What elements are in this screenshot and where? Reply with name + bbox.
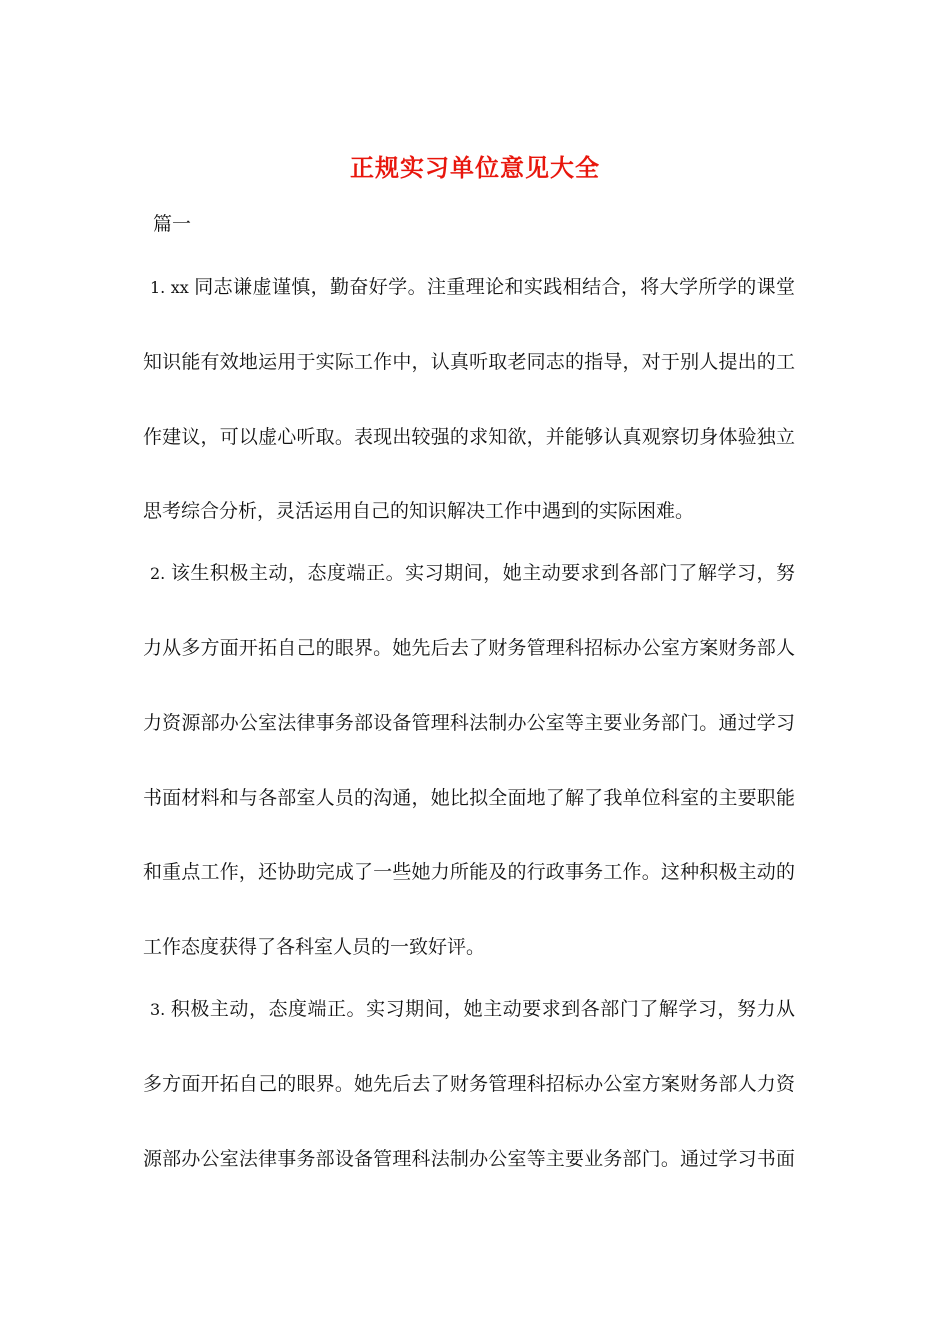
item-number: 2.: [150, 564, 171, 583]
paragraph-line: 3. 积极主动，态度端正。实习期间，她主动要求到各部门了解学习，努力从: [150, 998, 795, 1020]
paragraph-line: 多方面开拓自己的眼界。她先后去了财务管理科招标办公室方案财务部人力资: [143, 1073, 795, 1095]
item-number: 3.: [150, 1000, 171, 1019]
paragraph-line: 力从多方面开拓自己的眼界。她先后去了财务管理科招标办公室方案财务部人: [143, 637, 795, 659]
paragraph-line: 作建议，可以虚心听取。表现出较强的求知欲，并能够认真观察切身体验独立: [143, 426, 795, 448]
paragraph-line: 知识能有效地运用于实际工作中，认真听取老同志的指导，对于别人提出的工: [143, 351, 795, 373]
paragraph-line: 力资源部办公室法律事务部设备管理科法制办公室等主要业务部门。通过学习: [143, 712, 795, 734]
paragraph-line: 1. xx 同志谦虚谨慎，勤奋好学。注重理论和实践相结合，将大学所学的课堂: [150, 276, 795, 298]
paragraph-line: 和重点工作，还协助完成了一些她力所能及的行政事务工作。这种积极主动的: [143, 861, 795, 883]
paragraph-line: 源部办公室法律事务部设备管理科法制办公室等主要业务部门。通过学习书面: [143, 1148, 795, 1170]
paragraph-line: 书面材料和与各部室人员的沟通，她比拟全面地了解了我单位科室的主要职能: [143, 787, 795, 809]
section-heading: 篇一: [153, 213, 192, 235]
document-title: 正规实习单位意见大全: [350, 153, 600, 182]
paragraph-line: 工作态度获得了各科室人员的一致好评。: [143, 936, 486, 958]
item-number: 1. xx: [150, 278, 195, 297]
paragraph-line: 2. 该生积极主动，态度端正。实习期间，她主动要求到各部门了解学习，努: [150, 562, 795, 584]
paragraph-line: 思考综合分析，灵活运用自己的知识解决工作中遇到的实际困难。: [143, 500, 695, 522]
